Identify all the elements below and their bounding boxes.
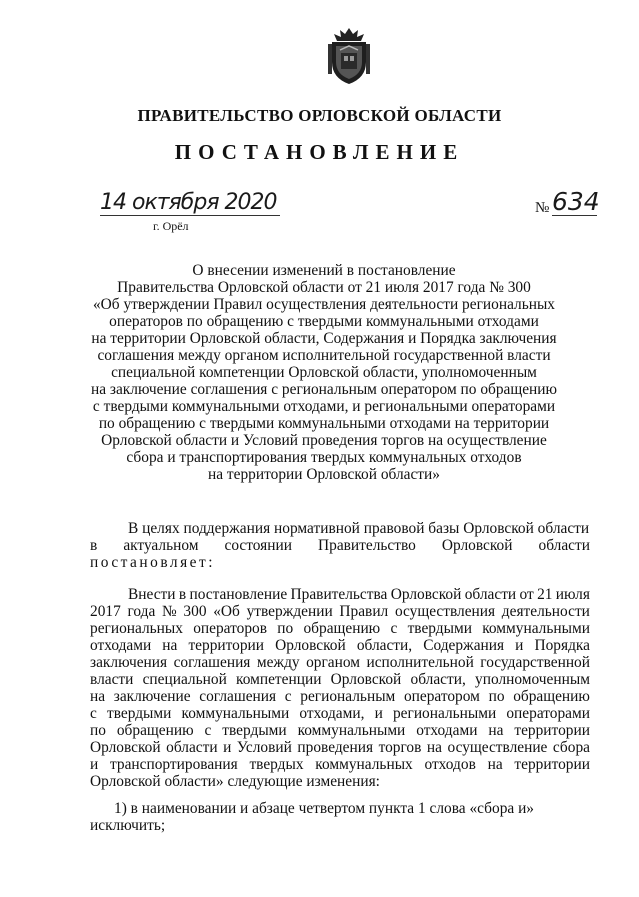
title-line: соглашения между органом исполнительной государственной власти: [97, 347, 551, 364]
word: июля: [555, 586, 590, 603]
word: заключение: [113, 688, 191, 705]
document-title: [80, 262, 568, 483]
word: Правил: [339, 603, 389, 620]
word: обращению: [303, 620, 381, 637]
word: от: [519, 586, 534, 603]
main-paragraph-last-line: Орловской области» следующие изменения:: [90, 773, 380, 790]
word: торгов: [378, 739, 422, 756]
word: коммунальных: [315, 756, 413, 773]
word: области: [538, 537, 590, 554]
word: и: [223, 739, 232, 756]
word: на: [90, 688, 106, 705]
word: региональным: [300, 688, 396, 705]
word: коммунальными: [482, 620, 590, 637]
organization-heading: ПРАВИТЕЛЬСТВО ОРЛОВСКОЙ ОБЛАСТИ: [137, 106, 502, 125]
word: региональных: [90, 620, 183, 637]
word: компетенции: [236, 671, 322, 688]
main-paragraph-line: [90, 671, 590, 688]
word: деятельности: [501, 603, 590, 620]
word: обращению: [513, 688, 590, 705]
preamble-paragraph: [90, 520, 590, 571]
amendment-item-1: [90, 800, 590, 834]
word: утверждении: [246, 603, 333, 620]
title-line: специальной компетенции Орловской области, уполномоченным: [111, 364, 537, 381]
main-paragraph-line: [90, 620, 590, 637]
city-label: г. Орёл: [153, 219, 189, 233]
title-line: сбора и транспортирования твердых коммунальных отходов: [126, 449, 522, 466]
word: осуществления: [394, 603, 496, 620]
word: с: [284, 688, 292, 705]
word: проведения: [297, 739, 374, 756]
word: и: [90, 756, 99, 773]
word: обращению: [116, 722, 194, 739]
word: Орловской: [390, 586, 462, 603]
resolves-word: постановляет:: [90, 554, 215, 571]
main-paragraph-line: [90, 756, 590, 773]
word: на: [487, 756, 503, 773]
word: Порядка: [534, 637, 590, 654]
word: коммунальными: [181, 705, 290, 722]
word: государственной: [480, 654, 590, 671]
word: и: [515, 637, 524, 654]
word: твердыми: [407, 620, 472, 637]
word: 300: [183, 603, 207, 620]
title-line: с твердыми коммунальными отходами, и региональными операторами: [92, 398, 556, 415]
word: по: [488, 688, 505, 705]
word: Орловской: [275, 637, 346, 654]
main-paragraph: [90, 586, 590, 790]
word: Внести: [128, 586, 176, 603]
word: власти: [90, 671, 134, 688]
word: Правительство: [318, 537, 416, 554]
word: области: [166, 739, 218, 756]
word: отходов: [424, 756, 476, 773]
word: на: [426, 739, 442, 756]
word: с: [390, 620, 398, 637]
word: области,: [356, 637, 413, 654]
word: по: [277, 620, 294, 637]
word: твердыми: [106, 705, 172, 722]
main-paragraph-line: [90, 637, 590, 654]
word: транспортирования: [109, 756, 238, 773]
word: области: [464, 586, 517, 603]
document-type-heading: ПОСТАНОВЛЕНИЕ: [174, 140, 465, 164]
word: Содержания: [423, 637, 505, 654]
word: Орловской: [330, 671, 402, 688]
main-paragraph-line: [90, 654, 590, 671]
coat-of-arms-emblem: [326, 26, 372, 86]
main-paragraph-line: [90, 739, 590, 756]
word: операторами: [506, 705, 590, 722]
amendment-line: исключить;: [90, 817, 166, 834]
word: на: [488, 722, 504, 739]
word: Орловской: [90, 739, 161, 756]
word: в: [90, 537, 98, 554]
title-line: на территории Орловской области»: [208, 466, 440, 483]
word: уполномоченным: [475, 671, 590, 688]
title-line: на территории Орловской области, Содержания и Порядка заключения: [91, 330, 557, 347]
word: отходами,: [299, 705, 365, 722]
word: специальной: [142, 671, 227, 688]
word: коммунальными: [297, 722, 406, 739]
amendment-line: 1) в наименовании и абзаце четвертом пункта 1 слова «сбора и»: [114, 800, 534, 817]
word: Условий: [236, 739, 292, 756]
main-paragraph-line: [90, 722, 590, 739]
title-line: «Об утверждении Правил осуществления деятельности региональных: [92, 296, 556, 313]
word: оператором: [403, 688, 480, 705]
number-underline: [552, 215, 597, 216]
word: заключения: [90, 654, 168, 671]
word: органом: [306, 654, 360, 671]
word: на: [162, 637, 178, 654]
word: №: [162, 603, 177, 620]
word: «Об: [213, 603, 240, 620]
title-line: по обращению с твердыми коммунальными отходами на территории: [98, 415, 550, 432]
handwritten-date: 14 октября 2020: [100, 190, 277, 215]
word: территории: [188, 637, 265, 654]
word: с: [204, 722, 212, 739]
word: состоянии: [224, 537, 292, 554]
main-paragraph-line: [90, 603, 590, 620]
date-underline: [100, 215, 280, 216]
main-paragraph-line: [90, 705, 590, 722]
word: территории: [514, 722, 590, 739]
word: года: [127, 603, 156, 620]
word: соглашения: [173, 654, 251, 671]
word: региональными: [392, 705, 497, 722]
title-line: на заключение соглашения с региональным оператором по обращению: [90, 381, 558, 398]
word: отходами: [416, 722, 478, 739]
word: актуальном: [123, 537, 199, 554]
word: твердых: [249, 756, 304, 773]
word: осуществление: [447, 739, 548, 756]
word: исполнительной: [366, 654, 474, 671]
main-paragraph-line: [90, 586, 590, 603]
title-line: Правительства Орловской области от 21 июля 2017 года № 300: [117, 279, 531, 296]
word: соглашения: [199, 688, 277, 705]
title-line: Орловской области и Условий проведения торгов на осуществление: [101, 432, 547, 449]
word: твердыми: [222, 722, 287, 739]
word: территории: [514, 756, 590, 773]
main-paragraph-line: [90, 688, 590, 705]
preamble-line: В целях поддержания нормативной правовой базы Орловской области: [128, 520, 590, 537]
word: Правительства: [290, 586, 388, 603]
number-label: №: [535, 200, 550, 216]
word: 21: [537, 586, 553, 603]
word: операторов: [193, 620, 267, 637]
word: по: [90, 722, 106, 739]
handwritten-number: 634: [552, 187, 600, 216]
word: сбора: [552, 739, 590, 756]
preamble-justified-line: [90, 537, 590, 554]
word: постановление: [189, 586, 288, 603]
word: области,: [410, 671, 466, 688]
word: в: [178, 586, 187, 603]
word: Орловской: [441, 537, 513, 554]
word: между: [256, 654, 300, 671]
word: 2017: [90, 603, 121, 620]
word: и: [374, 705, 383, 722]
word: с: [90, 705, 97, 722]
title-line: операторов по обращению с твердыми коммунальными отходами: [109, 313, 539, 330]
word: отходами: [90, 637, 152, 654]
title-line: О внесении изменений в постановление: [192, 262, 456, 279]
